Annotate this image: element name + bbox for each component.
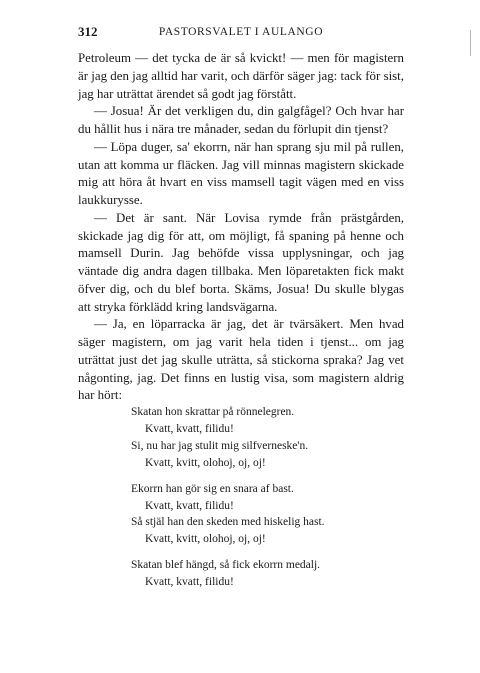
margin-mark: [470, 30, 471, 56]
paragraph: — Löpa duger, sa' ekorrn, när han sprang sju mil på rullen, utan att komma ur fläcken. Jag vill minnas magistern skickade mig att höra åt hvart en viss mamsell tagit vägen med en viss laukkurysse.: [78, 139, 404, 207]
poem-stanza: [131, 557, 381, 591]
poem-refrain: Kvatt, kvatt, filidu!: [145, 576, 234, 589]
paragraph: Petroleum — det tycka de är så kvickt! — men för magistern är jag den jag alltid har varit, och därför säger jag: tack för sist, jag har uträttat ärendet så godt jag förstått.: [78, 51, 404, 101]
poem-refrain: Kvatt, kvatt, filidu!: [145, 499, 234, 512]
poem-line: Skatan blef hängd, så fick ekorrn medalj.: [131, 559, 321, 572]
body-text: [78, 50, 404, 405]
poem-stanza: [131, 481, 381, 549]
page-header: [78, 22, 404, 42]
poem-line: Så stjäl han den skeden med hiskelig hast.: [131, 516, 325, 529]
poem-line: Si, nu har jag stulit mig silfverneske'n.: [131, 439, 309, 452]
running-head: PASTORSVALET I AULANGO: [158, 26, 324, 38]
poem-line: Skatan hon skrattar på rönnelegren.: [131, 406, 295, 418]
paragraph: — Ja, en löparracka är jag, det är tvärsäkert. Men hvad säger magistern, om jag varit hela tiden i tjenst... om jag uträttat just det jag skulle uträtta, så stickorna spraka? Jag vet någonting, jag. Det finns en lustig visa, som magistern aldrig har hört:: [78, 317, 404, 403]
poem-line: Ekorrn han gör sig en snara af bast.: [131, 482, 294, 495]
paragraph: — Josua! Är det verkligen du, din galgfågel? Och hvar har du hållit hus i nära tre månader, sedan du förlupit din tjenst?: [78, 104, 404, 136]
poem: [131, 404, 381, 600]
poem-refrain: Kvatt, kvatt, filidu!: [145, 422, 234, 435]
poem-refrain: Kvatt, kvitt, olohoj, oj, oj!: [145, 456, 266, 469]
poem-stanza: [131, 404, 381, 472]
page-number: 312: [78, 24, 98, 39]
paragraph: — Det är sant. När Lovisa rymde från prästgården, skickade jag dig för att, om möjligt, få spaning på henne och mamsell Durin. Jag behöfde vissa upplysningar, och jag väntade dig andra dagen tillbaka. Men löparetakten fick makt öfver dig, och du blef borta. Skäms, Josua! Du skulle blygas att stryka förklädd kring landsvägarna.: [78, 210, 404, 314]
poem-refrain: Kvatt, kvitt, olohoj, oj, oj!: [145, 533, 266, 546]
